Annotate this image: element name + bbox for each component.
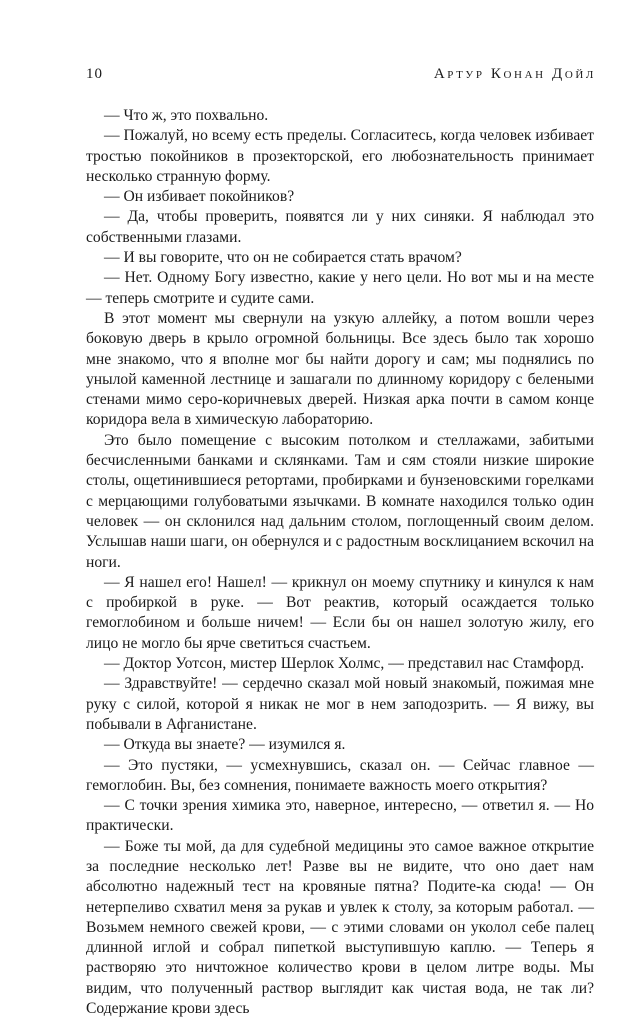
paragraph: — Он избивает покойников? xyxy=(104,188,295,206)
paragraph: — Да, чтобы проверить, появятся ли у них синяки. Я наблюдал это собственными глазами. xyxy=(86,208,594,246)
paragraph: — Здравствуйте! — сердечно сказал мой новый знакомый, пожимая мне руку с силой, которой я никак не мог в нем заподозрить. — Я вижу, вы побывали в Афганистане. xyxy=(86,675,594,733)
paragraph: — Что ж, это похвально. xyxy=(104,107,269,124)
paragraph: — Откуда вы знаете? — изумился я. xyxy=(104,736,346,754)
paragraph: — Я нашел его! Нашел! — крикнул он моему спутнику и кинулся к нам с пробиркой в руке. — Вот реактив, который осаждается только гемоглобином и больше ничем! — Если бы он нашел золотую жилу, его лицо не могло бы ярче светиться счастьем. xyxy=(86,573,594,652)
body-text xyxy=(86,106,594,1019)
paragraph: — Пожалуй, но всему есть пределы. Согласитесь, когда человек избивает тростью покойников в прозекторской, его любознательность принимает несколько странную форму. xyxy=(86,127,594,185)
page-header xyxy=(86,66,596,86)
page-number: 10 xyxy=(86,66,103,82)
paragraph: — Доктор Уотсон, мистер Шерлок Холмс, — представил нас Стамфорд. xyxy=(104,655,585,673)
running-title: Артур Конан Дойл xyxy=(433,66,596,82)
paragraph: — С точки зрения химика это, наверное, интересно, — ответил я. — Но практически. xyxy=(86,797,594,835)
paragraph: — И вы говорите, что он не собирается стать врачом? xyxy=(104,249,462,267)
paragraph: — Боже ты мой, да для судебной медицины это самое важное открытие за последние несколько лет! Разве вы не видите, что оно дает нам абсолютно надежный тест на кровяные пятна? Подите-ка сюда! — Он нетерпеливо схватил меня за рукав и увлек к столу, за которым работал. — Возьмем немного свежей крови, — с этими словами он уколол себе палец длинной иглой и собрал пипеткой выступившую каплю. — Теперь я растворяю это ничтожное количество крови в целом литре воды. Мы видим, что полученный раствор выглядит как чистая вода, не так ли? Содержание крови здесь xyxy=(86,837,594,1018)
paragraph: — Нет. Одному Богу известно, какие у него цели. Но вот мы и на месте — теперь смотрите и судите сами. xyxy=(86,269,594,307)
paragraph: В этот момент мы свернули на узкую аллейку, а потом вошли через боковую дверь в крыло огромной больницы. Все здесь было так хорошо мне знакомо, что я вполне мог бы найти дорогу и сам; мы поднялись по унылой каменной лестнице и зашагали по длинному коридору с белеными стенами мимо серо-коричневых дверей. Низкая арка почти в самом конце коридора вела в химическую лабораторию. xyxy=(86,309,594,429)
paragraph: Это было помещение с высоким потолком и стеллажами, забитыми бесчисленными банками и склянками. Там и сям стояли низкие широкие столы, ощетинившиеся ретортами, пробирками и бунзеновскими горелками с мерцающими голубоватыми язычками. В комнате находился только один человек — он склонился над дальним столом, поглощенный своим делом. Услышав наши шаги, он обернулся и с радостным восклицанием вскочил на ноги. xyxy=(86,431,594,571)
paragraph: — Это пустяки, — усмехнувшись, сказал он. — Сейчас главное — гемоглобин. Вы, без сомнения, понимаете важность моего открытия? xyxy=(86,756,594,794)
